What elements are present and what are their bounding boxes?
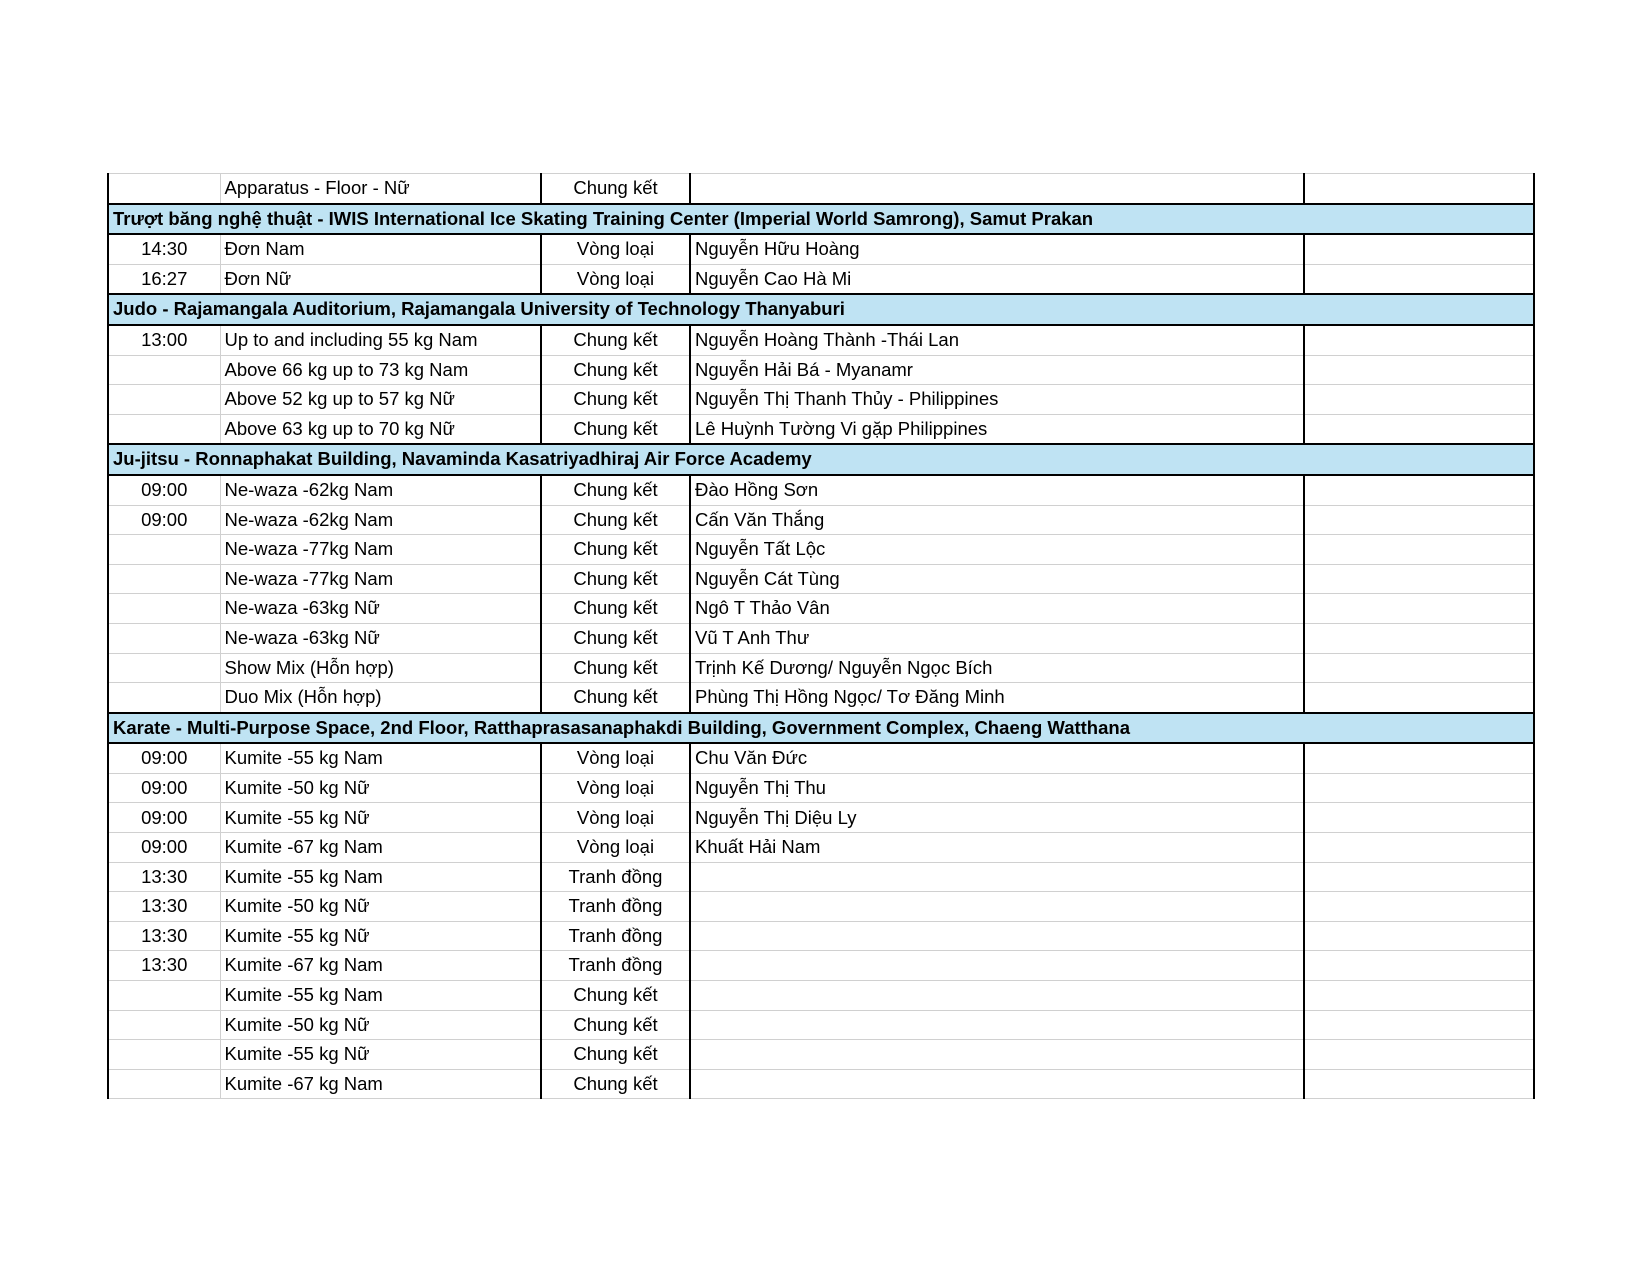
note-cell	[1304, 981, 1534, 1011]
round-cell: Chung kết	[541, 535, 690, 565]
event-cell: Kumite -67 kg Nam	[220, 1069, 541, 1099]
athlete-cell	[690, 862, 1304, 892]
time-cell: 09:00	[108, 475, 220, 505]
event-cell: Đơn Nam	[220, 234, 541, 264]
athlete-cell: Cấn Văn Thắng	[690, 505, 1304, 535]
time-cell: 09:00	[108, 773, 220, 803]
note-cell	[1304, 743, 1534, 773]
athlete-cell: Khuất Hải Nam	[690, 833, 1304, 863]
section-title: Trượt băng nghệ thuật - IWIS International Ice Skating Training Center (Imperial World Samrong), Samut Prakan	[108, 204, 1534, 235]
round-cell: Tranh đồng	[541, 892, 690, 922]
athlete-cell: Đào Hồng Sơn	[690, 475, 1304, 505]
table-row	[108, 683, 1534, 713]
event-cell: Kumite -55 kg Nữ	[220, 803, 541, 833]
round-cell: Chung kết	[541, 1010, 690, 1040]
event-cell: Ne-waza -62kg Nam	[220, 475, 541, 505]
note-cell	[1304, 594, 1534, 624]
table-row	[108, 355, 1534, 385]
athlete-cell: Nguyễn Tất Lộc	[690, 535, 1304, 565]
table-row	[108, 833, 1534, 863]
time-cell: 13:30	[108, 921, 220, 951]
time-cell	[108, 174, 220, 204]
note-cell	[1304, 535, 1534, 565]
time-cell	[108, 414, 220, 444]
event-cell: Kumite -55 kg Nam	[220, 981, 541, 1011]
round-cell: Chung kết	[541, 475, 690, 505]
round-cell: Tranh đồng	[541, 951, 690, 981]
time-cell: 13:30	[108, 892, 220, 922]
note-cell	[1304, 414, 1534, 444]
section-header-row	[108, 294, 1534, 325]
athlete-cell	[690, 981, 1304, 1011]
table-row	[108, 234, 1534, 264]
time-cell: 13:30	[108, 862, 220, 892]
round-cell: Chung kết	[541, 1040, 690, 1070]
section-title: Karate - Multi-Purpose Space, 2nd Floor, Ratthaprasasanaphakdi Building, Government Complex, Chaeng Watthana	[108, 713, 1534, 744]
round-cell: Chung kết	[541, 174, 690, 204]
section-header-row	[108, 204, 1534, 235]
event-cell: Ne-waza -77kg Nam	[220, 564, 541, 594]
round-cell: Chung kết	[541, 414, 690, 444]
round-cell: Chung kết	[541, 623, 690, 653]
table-row	[108, 325, 1534, 355]
round-cell: Vòng loại	[541, 264, 690, 294]
event-cell: Up to and including 55 kg Nam	[220, 325, 541, 355]
athlete-cell	[690, 892, 1304, 922]
note-cell	[1304, 921, 1534, 951]
athlete-cell: Nguyễn Hải Bá - Myanamr	[690, 355, 1304, 385]
table-row	[108, 535, 1534, 565]
event-cell: Above 63 kg up to 70 kg Nữ	[220, 414, 541, 444]
table-row	[108, 1010, 1534, 1040]
note-cell	[1304, 564, 1534, 594]
event-cell: Duo Mix (Hỗn hợp)	[220, 683, 541, 713]
athlete-cell: Ngô T Thảo Vân	[690, 594, 1304, 624]
round-cell: Vòng loại	[541, 773, 690, 803]
table-row	[108, 773, 1534, 803]
note-cell	[1304, 1040, 1534, 1070]
note-cell	[1304, 264, 1534, 294]
note-cell	[1304, 892, 1534, 922]
round-cell: Vòng loại	[541, 803, 690, 833]
event-cell: Kumite -50 kg Nữ	[220, 773, 541, 803]
section-title: Judo - Rajamangala Auditorium, Rajamangala University of Technology Thanyaburi	[108, 294, 1534, 325]
table-row	[108, 743, 1534, 773]
round-cell: Chung kết	[541, 564, 690, 594]
note-cell	[1304, 623, 1534, 653]
note-cell	[1304, 355, 1534, 385]
athlete-cell: Chu Văn Đức	[690, 743, 1304, 773]
athlete-cell	[690, 1069, 1304, 1099]
athlete-cell	[690, 174, 1304, 204]
note-cell	[1304, 505, 1534, 535]
athlete-cell: Phùng Thị Hồng Ngọc/ Tơ Đăng Minh	[690, 683, 1304, 713]
round-cell: Chung kết	[541, 981, 690, 1011]
note-cell	[1304, 325, 1534, 355]
table-row	[108, 862, 1534, 892]
section-header-row	[108, 713, 1534, 744]
time-cell	[108, 683, 220, 713]
round-cell: Vòng loại	[541, 743, 690, 773]
schedule-body	[108, 174, 1534, 1099]
table-row	[108, 1069, 1534, 1099]
schedule-table	[107, 173, 1535, 1099]
time-cell: 09:00	[108, 803, 220, 833]
time-cell	[108, 564, 220, 594]
event-cell: Kumite -55 kg Nữ	[220, 921, 541, 951]
event-cell: Kumite -55 kg Nam	[220, 743, 541, 773]
note-cell	[1304, 803, 1534, 833]
note-cell	[1304, 385, 1534, 415]
round-cell: Vòng loại	[541, 234, 690, 264]
round-cell: Tranh đồng	[541, 921, 690, 951]
athlete-cell	[690, 1010, 1304, 1040]
athlete-cell: Vũ T Anh Thư	[690, 623, 1304, 653]
athlete-cell: Nguyễn Hữu Hoàng	[690, 234, 1304, 264]
table-row	[108, 475, 1534, 505]
time-cell: 13:30	[108, 951, 220, 981]
time-cell	[108, 623, 220, 653]
table-row	[108, 623, 1534, 653]
note-cell	[1304, 773, 1534, 803]
table-row	[108, 803, 1534, 833]
time-cell	[108, 1010, 220, 1040]
event-cell: Kumite -50 kg Nữ	[220, 892, 541, 922]
table-row	[108, 564, 1534, 594]
table-row	[108, 505, 1534, 535]
time-cell: 09:00	[108, 833, 220, 863]
time-cell	[108, 653, 220, 683]
note-cell	[1304, 1010, 1534, 1040]
athlete-cell: Nguyễn Thị Diệu Ly	[690, 803, 1304, 833]
table-row	[108, 264, 1534, 294]
time-cell: 16:27	[108, 264, 220, 294]
round-cell: Chung kết	[541, 385, 690, 415]
table-row	[108, 414, 1534, 444]
athlete-cell	[690, 951, 1304, 981]
event-cell: Show Mix (Hỗn hợp)	[220, 653, 541, 683]
athlete-cell: Nguyễn Cát Tùng	[690, 564, 1304, 594]
round-cell: Tranh đồng	[541, 862, 690, 892]
athlete-cell	[690, 1040, 1304, 1070]
event-cell: Kumite -50 kg Nữ	[220, 1010, 541, 1040]
round-cell: Chung kết	[541, 1069, 690, 1099]
athlete-cell: Nguyễn Hoàng Thành -Thái Lan	[690, 325, 1304, 355]
event-cell: Above 66 kg up to 73 kg Nam	[220, 355, 541, 385]
time-cell: 14:30	[108, 234, 220, 264]
time-cell: 09:00	[108, 743, 220, 773]
event-cell: Ne-waza -77kg Nam	[220, 535, 541, 565]
table-row	[108, 174, 1534, 204]
table-row	[108, 653, 1534, 683]
event-cell: Kumite -67 kg Nam	[220, 951, 541, 981]
note-cell	[1304, 234, 1534, 264]
round-cell: Chung kết	[541, 355, 690, 385]
note-cell	[1304, 951, 1534, 981]
table-row	[108, 981, 1534, 1011]
table-row	[108, 594, 1534, 624]
note-cell	[1304, 862, 1534, 892]
note-cell	[1304, 683, 1534, 713]
time-cell: 09:00	[108, 505, 220, 535]
athlete-cell	[690, 921, 1304, 951]
athlete-cell: Nguyễn Cao Hà Mi	[690, 264, 1304, 294]
event-cell: Ne-waza -63kg Nữ	[220, 594, 541, 624]
time-cell	[108, 355, 220, 385]
time-cell	[108, 535, 220, 565]
event-cell: Ne-waza -63kg Nữ	[220, 623, 541, 653]
time-cell	[108, 981, 220, 1011]
table-row	[108, 892, 1534, 922]
round-cell: Chung kết	[541, 653, 690, 683]
athlete-cell: Trịnh Kế Dương/ Nguyễn Ngọc Bích	[690, 653, 1304, 683]
athlete-cell: Nguyễn Thị Thanh Thủy - Philippines	[690, 385, 1304, 415]
time-cell	[108, 1069, 220, 1099]
table-row	[108, 1040, 1534, 1070]
note-cell	[1304, 653, 1534, 683]
round-cell: Chung kết	[541, 505, 690, 535]
table-row	[108, 951, 1534, 981]
athlete-cell: Nguyễn Thị Thu	[690, 773, 1304, 803]
table-row	[108, 385, 1534, 415]
note-cell	[1304, 174, 1534, 204]
round-cell: Vòng loại	[541, 833, 690, 863]
time-cell	[108, 594, 220, 624]
round-cell: Chung kết	[541, 594, 690, 624]
time-cell: 13:00	[108, 325, 220, 355]
round-cell: Chung kết	[541, 325, 690, 355]
time-cell	[108, 1040, 220, 1070]
section-title: Ju-jitsu - Ronnaphakat Building, Navaminda Kasatriyadhiraj Air Force Academy	[108, 444, 1534, 475]
event-cell: Apparatus - Floor - Nữ	[220, 174, 541, 204]
event-cell: Kumite -55 kg Nữ	[220, 1040, 541, 1070]
round-cell: Chung kết	[541, 683, 690, 713]
event-cell: Kumite -67 kg Nam	[220, 833, 541, 863]
time-cell	[108, 385, 220, 415]
event-cell: Ne-waza -62kg Nam	[220, 505, 541, 535]
athlete-cell: Lê Huỳnh Tường Vi gặp Philippines	[690, 414, 1304, 444]
event-cell: Kumite -55 kg Nam	[220, 862, 541, 892]
table-row	[108, 921, 1534, 951]
note-cell	[1304, 833, 1534, 863]
note-cell	[1304, 1069, 1534, 1099]
note-cell	[1304, 475, 1534, 505]
event-cell: Above 52 kg up to 57 kg Nữ	[220, 385, 541, 415]
section-header-row	[108, 444, 1534, 475]
event-cell: Đơn Nữ	[220, 264, 541, 294]
